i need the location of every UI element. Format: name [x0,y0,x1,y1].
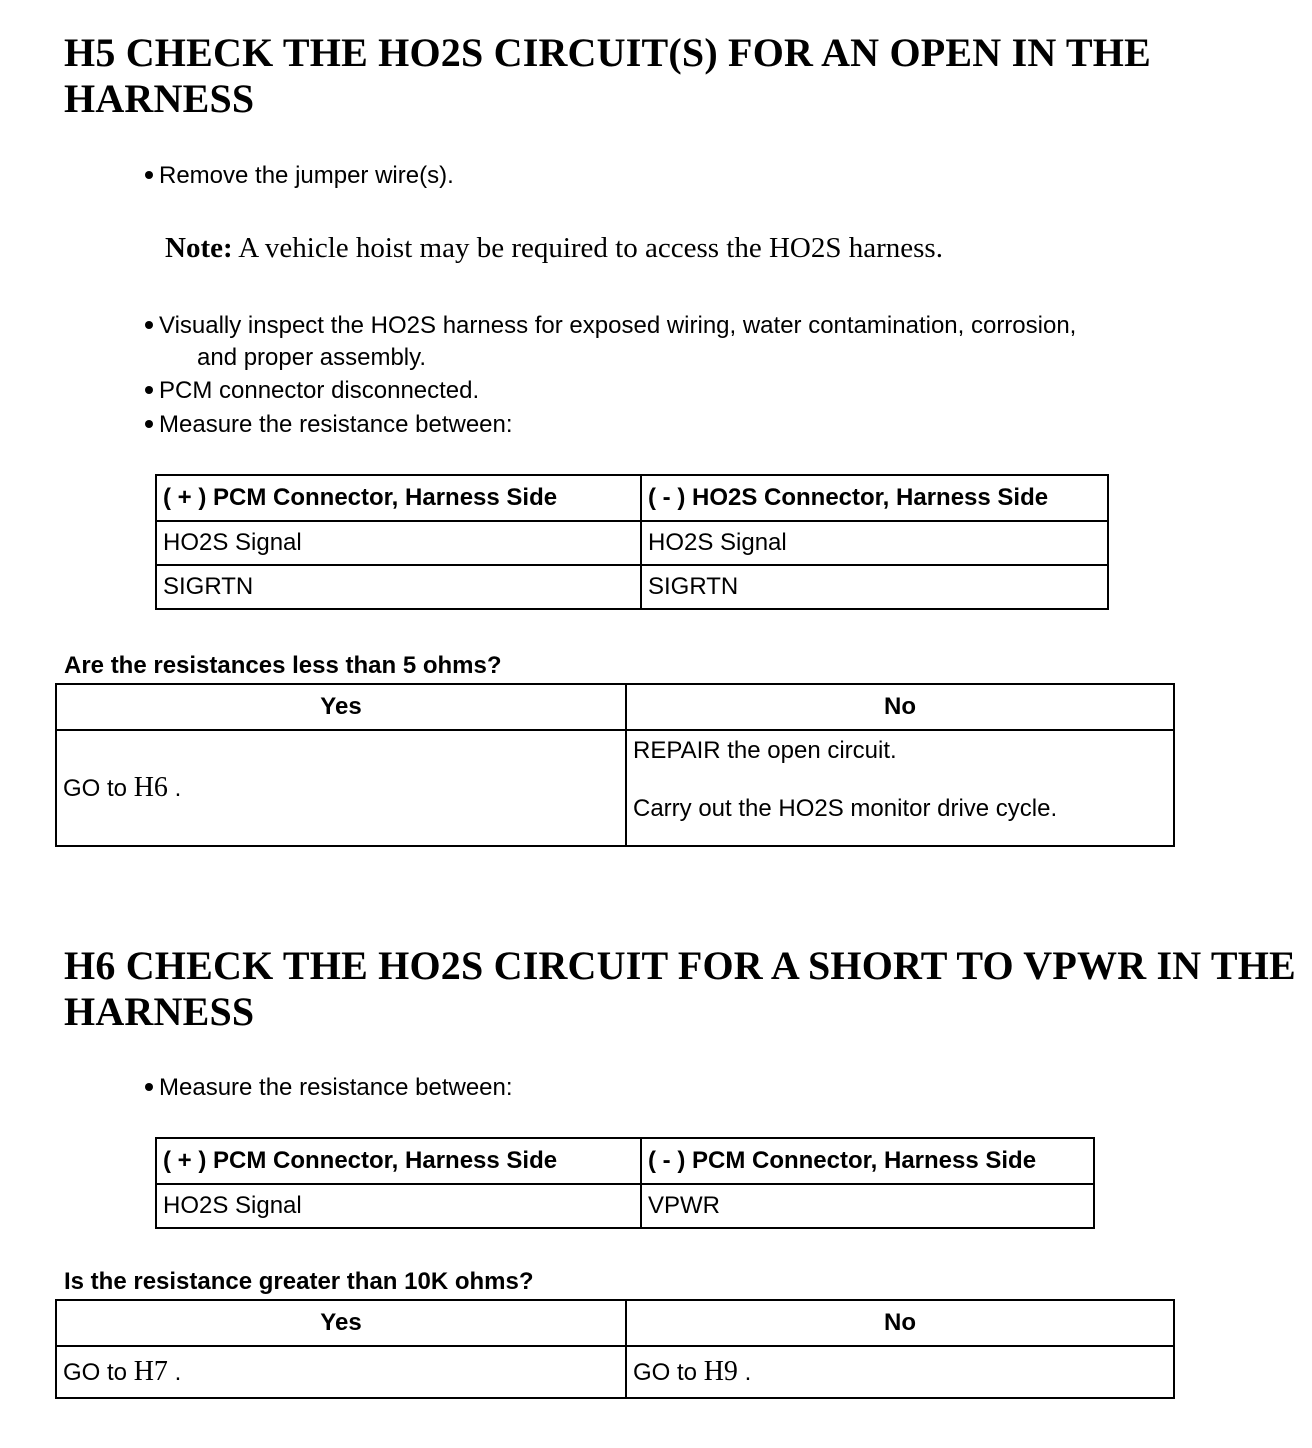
table-row [156,565,1108,609]
bullet-dot-icon [145,1083,153,1091]
no-header: No [626,684,1174,730]
table-cell: HO2S Signal [156,521,641,565]
h6-bullet-measure: Measure the resistance between: [145,1072,513,1104]
note-text: A vehicle hoist may be required to access the HO2S harness. [238,232,943,264]
h5-heading-line2: HARNESS [64,76,255,121]
bullet-dot-icon [145,321,153,329]
goto-h6-link[interactable]: H6 [133,772,168,803]
h5-yes-no-table [55,683,1175,847]
h5-bullet-measure: Measure the resistance between: [145,409,513,441]
yes-header: Yes [56,1300,626,1346]
yes-cell: GO to H6 . [56,730,626,846]
table-header-cell: ( - ) HO2S Connector, Harness Side [641,475,1108,521]
h5-question: Are the resistances less than 5 ohms? [64,652,502,679]
table-header-row [156,475,1108,521]
table-cell: SIGRTN [156,565,641,609]
goto-h7-link[interactable]: H7 [133,1356,168,1387]
h5-note [165,230,943,266]
h5-heading-line1: H5 CHECK THE HO2S CIRCUIT(S) FOR AN OPEN IN THE [64,30,1151,75]
h6-connector-table [155,1137,1095,1229]
bullet-dot-icon [145,171,153,179]
h5-connector-table [155,474,1109,610]
table-header-row [56,684,1174,730]
no-header: No [626,1300,1174,1346]
bullet-dot-icon [145,420,153,428]
bullet-dot-icon [145,386,153,394]
no-cell: GO to H9 . [626,1346,1174,1398]
goto-h9-link[interactable]: H9 [703,1356,738,1387]
table-row [156,521,1108,565]
yes-cell: GO to H7 . [56,1346,626,1398]
h5-heading [64,30,1244,122]
table-cell: VPWR [641,1184,1094,1228]
table-cell: HO2S Signal [156,1184,641,1228]
h6-heading-line1: H6 CHECK THE HO2S CIRCUIT FOR A SHORT TO VPWR IN THE [64,943,1296,988]
table-header-cell: ( + ) PCM Connector, Harness Side [156,1138,641,1184]
h6-yes-no-table [55,1299,1175,1399]
h5-bullet-visual-inspect: Visually inspect the HO2S harness for exposed wiring, water contamination, corrosion, and proper assembly. [145,310,1076,374]
yes-header: Yes [56,684,626,730]
table-row [156,1184,1094,1228]
table-header-cell: ( - ) PCM Connector, Harness Side [641,1138,1094,1184]
table-cell: SIGRTN [641,565,1108,609]
h6-question: Is the resistance greater than 10K ohms? [64,1268,534,1295]
no-cell [626,730,1174,846]
h5-bullet-remove-jumper: Remove the jumper wire(s). [145,160,454,192]
no-line2: Carry out the HO2S monitor drive cycle. [633,795,1058,822]
h5-bullet-pcm-disconnected: PCM connector disconnected. [145,375,479,407]
table-row [56,1346,1174,1398]
table-header-row [156,1138,1094,1184]
no-line1: REPAIR the open circuit. [633,737,897,764]
note-label: Note: [165,232,233,264]
h6-heading-line2: HARNESS [64,989,255,1034]
table-header-row [56,1300,1174,1346]
table-row [56,730,1174,846]
table-cell: HO2S Signal [641,521,1108,565]
table-header-cell: ( + ) PCM Connector, Harness Side [156,475,641,521]
h6-heading [64,943,1304,1035]
